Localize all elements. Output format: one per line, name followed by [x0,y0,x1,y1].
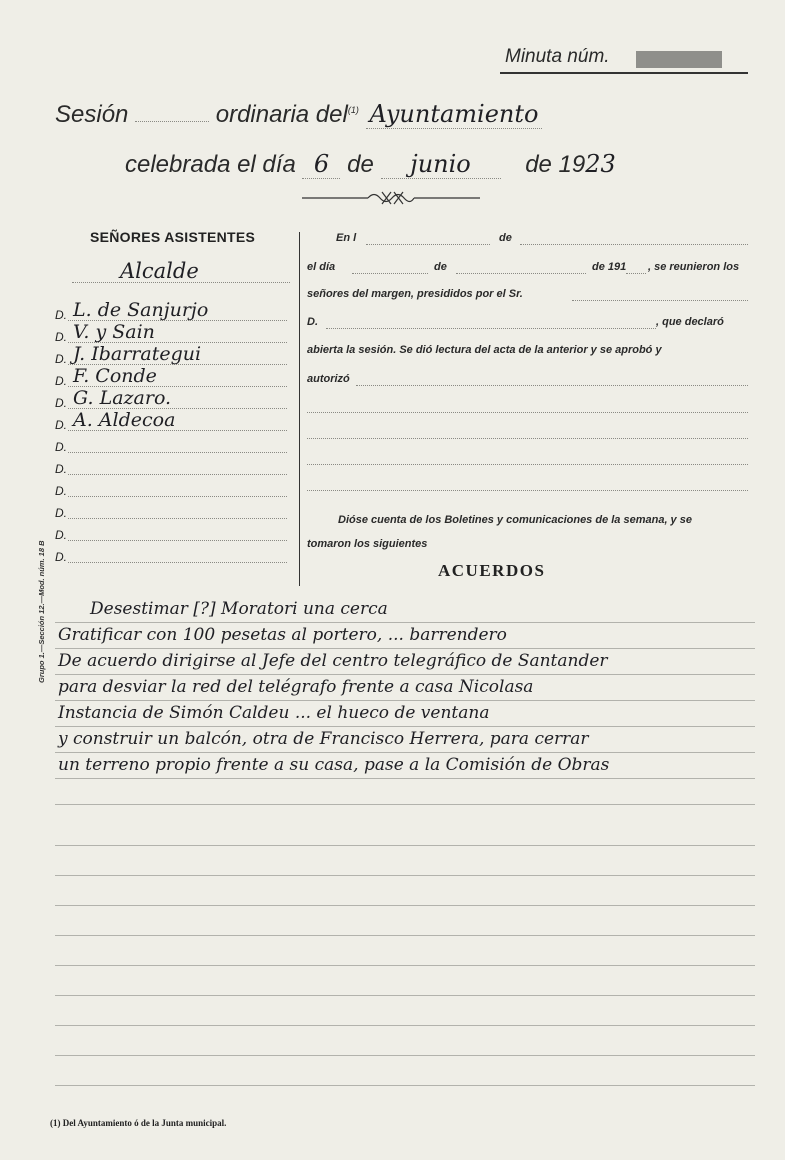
form-model-note: Grupo 1.—Sección 12.—Mod. núm. 18 B [37,540,46,683]
de2-label: de [434,261,447,273]
member-dotted-line [68,452,287,453]
year-handwritten: 23 [585,150,616,178]
session-dots [135,121,209,122]
body-line [55,995,755,996]
acuerdo-handwritten-line: para desviar la red del telégrafo frente a casa Nicolasa [58,677,534,697]
body-line [55,752,755,753]
member-prefix: D. [55,374,67,388]
member-name-handwritten: F. Conde [73,365,157,387]
body-line [55,1025,755,1026]
member-prefix: D. [55,462,67,476]
member-prefix: D. [55,440,67,454]
member-prefix: D. [55,330,67,344]
member-dotted-line [68,540,287,541]
presidente-row [72,258,290,286]
year-dotted-line [626,273,646,274]
acuerdo-handwritten-line: Instancia de Simón Caldeu ... el hueco de ventana [58,703,490,723]
body-line [55,935,755,936]
month-handwritten: junio [381,150,501,179]
acuerdo-handwritten-line: y construir un balcón, otra de Francisco Herrera, para cerrar [58,729,589,749]
de-dotted-line [520,244,748,245]
body-line [55,648,755,649]
declaro-label: , que declaró [656,316,724,328]
d-dotted-line [326,328,656,329]
member-prefix: D. [55,418,67,432]
dia-dotted-line [352,273,428,274]
member-name-handwritten: V. y Sain [73,321,155,343]
presidente-handwritten: Alcalde [120,259,199,283]
minuta-label: Minuta núm. [505,46,610,67]
acuerdo-handwritten-line: Desestimar [?] Moratori una cerca [90,599,388,619]
de-label: de [347,151,374,178]
en-dotted-line [366,244,490,245]
member-name-handwritten: A. Aldecoa [73,409,176,431]
ornament-divider [302,187,480,209]
celebrada-label: celebrada el día [125,151,296,178]
body-line [55,875,755,876]
body-line [55,905,755,906]
member-prefix: D. [55,396,67,410]
member-row [55,409,287,434]
body-line [55,700,755,701]
body-line [55,778,755,779]
blank-dotted-line [307,490,748,491]
member-row [55,478,287,500]
body-line [55,1085,755,1086]
body-line [55,845,755,846]
abierta-label: abierta la sesión. Se dió lectura del acta de la anterior y se aprobó y [307,344,662,356]
blank-dotted-line [307,464,748,465]
body-line [55,674,755,675]
body-line [55,804,755,805]
reunieron-label: , se reunieron los [648,261,740,273]
autorizo-label: autorizó [307,373,350,385]
column-divider [299,232,300,586]
member-name-handwritten: G. Lazaro. [73,387,172,409]
body-line [55,1055,755,1056]
day-handwritten: 6 [302,150,340,179]
blank-dotted-line [307,438,748,439]
presidido-dotted-line [572,300,748,301]
tomaron-label: tomaron los siguientes [307,538,428,550]
blank-dotted-line [307,412,748,413]
senores-asistentes-title: SEÑORES ASISTENTES [90,229,256,245]
body-line [55,726,755,727]
acuerdos-title: ACUERDOS [438,561,546,580]
member-prefix: D. [55,308,67,322]
minuta-number-redacted [636,51,722,68]
de-label: de [499,232,512,244]
footnote-marker: (1) [347,105,359,115]
member-row [55,456,287,478]
member-dotted-line [68,474,287,475]
el-dia-label: el día [307,261,336,273]
body-line [55,622,755,623]
acuerdo-handwritten-line: Gratificar con 100 pesetas al portero, ... barrendero [58,625,507,645]
de-year-label: de 19 [525,151,586,178]
session-body-handwritten: Ayuntamiento [366,100,543,129]
autorizo-dotted-line [356,385,748,386]
member-row [55,522,287,544]
member-prefix: D. [55,528,67,542]
member-row [55,434,287,456]
date-line [125,150,616,179]
member-prefix: D. [55,550,67,564]
en-label: En l [336,232,357,244]
footnote: (1) Del Ayuntamiento ó de la Junta municipal. [50,1118,227,1128]
member-prefix: D. [55,484,67,498]
ordinaria-label: ordinaria del [215,101,348,128]
year-label: de 191 [592,261,627,273]
session-line [55,100,542,129]
diose-label: Dióse cuenta de los Boletines y comunicaciones de la semana, y se [338,514,692,526]
acuerdo-handwritten-line: un terreno propio frente a su casa, pase a la Comisión de Obras [58,755,610,775]
d-label: D. [307,316,318,328]
member-dotted-line [68,496,287,497]
senores-label: señores del margen, presididos por el Sr. [307,288,523,300]
member-row [55,544,287,566]
sesion-label: Sesión [55,101,129,128]
member-name-handwritten: J. Ibarrategui [73,343,202,365]
member-prefix: D. [55,506,67,520]
member-prefix: D. [55,352,67,366]
member-name-handwritten: L. de Sanjurjo [73,299,209,321]
member-dotted-line [68,562,287,563]
member-dotted-line [68,518,287,519]
body-line [55,965,755,966]
minuta-underline [500,72,748,74]
member-row [55,500,287,522]
mes-dotted-line [456,273,586,274]
acuerdo-handwritten-line: De acuerdo dirigirse al Jefe del centro telegráfico de Santander [58,651,608,671]
